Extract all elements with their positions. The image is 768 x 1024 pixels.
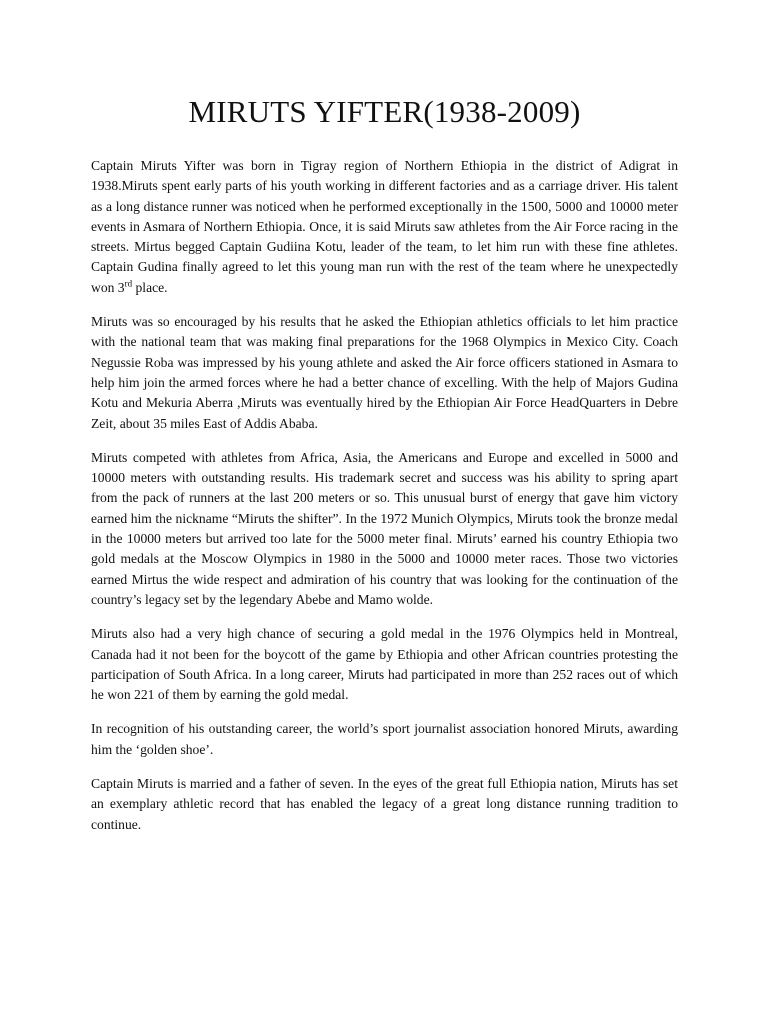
- paragraph-national-team: Miruts was so encouraged by his results that he asked the Ethiopian athletics officials to let him practice with the national team that was making final preparations for the 1968 Olympics in Mexico City. Coach Negussie Roba was impressed by his young athlete and asked the Air force officers stationed in Asmara to help him join the armed forces where he had a better chance of excelling. With the help of Majors Gudina Kotu and Mekuria Aberra ,Miruts was eventually hired by the Ethiopian Air Force HeadQuarters in Debre Zeit, about 35 miles East of Addis Ababa.: [91, 314, 678, 431]
- document-title: MIRUTS YIFTER(1938-2009): [188, 94, 581, 129]
- ordinal-superscript: rd: [124, 278, 133, 289]
- paragraph-boycott: Miruts also had a very high chance of securing a gold medal in the 1976 Olympics held in Montreal, Canada had it not been for the boycott of the game by Ethiopia and other African countries protesting the participation of South Africa. In a long career, Miruts had participated in more than 252 races out of which he won 221 of them by earning the gold medal.: [91, 626, 678, 703]
- paragraph-text: Captain Miruts Yifter was born in Tigray region of Northern Ethiopia in the district of Adigrat in 1938.Miruts spent early parts of his youth working in different factories and as a carriage driver. His talent as a long distance runner was noticed when he performed exceptionally in the 1500, 5000 and 10000 meter events in Asmara of Northern Ethiopia. Once, it is said Miruts saw athletes from the Air Force racing in the streets. Mirtus begged Captain Gudiina Kotu, leader of the team, to let him run with these fine athletes. Captain Gudina finally agreed to let this young man run with the rest of the team where he unexpectedly won 3: [91, 158, 678, 295]
- paragraph-early-life: [91, 156, 678, 298]
- paragraph-tail: place.: [132, 279, 168, 295]
- paragraph-career: Miruts competed with athletes from Africa, Asia, the Americans and Europe and excelled in 5000 and 10000 meters with outstanding results. His trademark secret and success was his ability to spring apart from the pack of runners at the last 200 meters or so. This unusual burst of energy that gave him victory earned him the nickname “Miruts the shifter”. In the 1972 Munich Olympics, Miruts took the bronze medal in the 10000 meters but arrived too late for the 5000 meter final. Miruts’ earned his country Ethiopia two gold medals at the Moscow Olympics in 1980 in the 5000 and 10000 meter races. Those two victories earned Mirtus the wide respect and admiration of his country that was looking for the continuation of the country’s legacy set by the legendary Abebe and Mamo wolde.: [91, 449, 678, 607]
- paragraph-recognition: In recognition of his outstanding career, the world’s sport journalist association honored Miruts, awarding him the ‘golden shoe’.: [91, 721, 678, 757]
- paragraph-family: Captain Miruts is married and a father of seven. In the eyes of the great full Ethiopia nation, Miruts has set an exemplary athletic record that has enabled the legacy of a great long distance running tradition to continue.: [91, 776, 678, 832]
